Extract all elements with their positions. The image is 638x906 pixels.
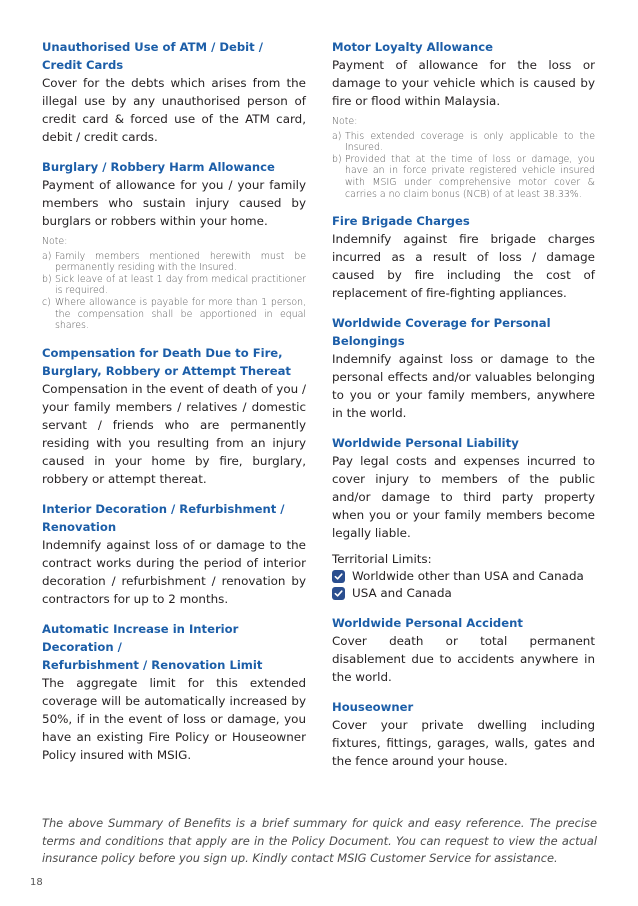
- limit-item: [332, 585, 595, 602]
- section-automatic-increase: [42, 620, 306, 764]
- note-item: [332, 154, 595, 200]
- note-label: a): [332, 130, 342, 142]
- note-item: [42, 274, 306, 297]
- section-heading: Interior Decoration / Refurbishment / Renovation: [42, 501, 285, 534]
- section-body: The aggregate limit for this extended coverage will be automatically increased by 50%, if in the event of loss or damage, you have an existing Fire Policy or Houseowner Policy insured with MSIG.: [42, 675, 306, 762]
- note-block: [42, 236, 306, 332]
- section-body: Cover for the debts which arises from the illegal use by any unauthorised person of credit card & forced use of the ATM card, debit / credit cards.: [42, 76, 306, 144]
- section-heading: Worldwide Personal Accident: [332, 616, 523, 631]
- note-item: [42, 251, 306, 274]
- right-column: [332, 38, 595, 782]
- note-text: Where allowance is payable for more than 1 person, the compensation shall be apportioned in equal shares.: [55, 296, 306, 332]
- section-body: Pay legal costs and expenses incurred to cover injury to members of the public and/or damage to third party property when you or your family members become legally liable.: [332, 454, 595, 541]
- section-worldwide-personal-accident: [332, 614, 595, 686]
- section-heading: Worldwide Coverage for Personal Belongings: [332, 316, 551, 349]
- note-text: Provided that at the time of loss or damage, you have an in force private registered vehicle insured with MSIG under comprehensive motor cover & carries a no claim bonus (NCB) of at least 38.33%.: [345, 153, 595, 200]
- section-worldwide-personal-liability: [332, 434, 595, 602]
- section-body: Indemnify against loss of or damage to the contract works during the period of interior decoration / refurbishment / renovation by contractors for up to 2 months.: [42, 537, 306, 606]
- note-label: c): [42, 296, 51, 308]
- note-text: Family members mentioned herewith must be permanently residing with the Insured.: [55, 250, 306, 274]
- check-icon: [332, 587, 345, 600]
- section-body: Cover your private dwelling including fixtures, fittings, garages, walls, gates and the fence around your house.: [332, 718, 595, 769]
- note-item: [332, 131, 595, 154]
- section-heading: Houseowner: [332, 700, 414, 715]
- section-body: Indemnify against fire brigade charges incurred as a result of loss / damage caused by fire including the cost of replacement of fire-fighting appliances.: [332, 232, 595, 301]
- section-heading: Unauthorised Use of ATM / Debit / Credit Cards: [42, 40, 263, 72]
- note-title: Note:: [332, 116, 358, 127]
- limits-title: Territorial Limits:: [332, 552, 432, 567]
- section-worldwide-personal-belongings: [332, 314, 595, 422]
- section-heading: Motor Loyalty Allowance: [332, 40, 494, 54]
- limit-text: Worldwide other than USA and Canada: [352, 569, 584, 584]
- section-heading: Worldwide Personal Liability: [332, 436, 519, 451]
- section-heading: Compensation for Death Due to Fire, Burglary, Robbery or Attempt Thereat: [42, 345, 291, 378]
- note-text: Sick leave of at least 1 day from medical practitioner is required.: [55, 273, 306, 297]
- section-houseowner: [332, 698, 595, 770]
- note-label: a): [42, 250, 52, 262]
- note-title: Note:: [42, 236, 68, 247]
- section-body: Indemnify against loss or damage to the personal effects and/or valuables belonging to you or your family members, anywhere in the world.: [332, 352, 595, 421]
- section-compensation-for-death: [42, 344, 306, 488]
- section-body: Payment of allowance for the loss or damage to your vehicle which is caused by fire or flood within Malaysia.: [332, 58, 595, 108]
- summary-disclaimer: The above Summary of Benefits is a brief summary for quick and easy reference. The precise terms and conditions that apply are in the Policy Document. You can request to view the actual insurance policy before you sign up. Kindly contact MSIG Customer Service for assistance.: [42, 816, 597, 865]
- section-body: Cover death or total permanent disablement due to accidents anywhere in the world.: [332, 634, 595, 685]
- section-body: Compensation in the event of death of you / your family members / relatives / domestic servant / friends who are permanently residing with you resulting from an injury caused in your home by fire, burglary, robbery or attempt thereat.: [42, 381, 306, 486]
- section-body: Payment of allowance for you / your family members who sustain injury caused by burglars or robbers within your home.: [42, 178, 306, 228]
- check-icon: [332, 570, 345, 583]
- territorial-limits: [332, 550, 595, 602]
- section-unauthorised-use: [42, 38, 306, 146]
- note-item: [42, 297, 306, 332]
- limit-item: [332, 568, 595, 585]
- section-heading: Burglary / Robbery Harm Allowance: [42, 160, 275, 174]
- section-heading: Automatic Increase in Interior Decoration / Refurbishment / Renovation Limit: [42, 621, 263, 672]
- section-heading: Fire Brigade Charges: [332, 214, 470, 229]
- note-block: [332, 116, 595, 200]
- note-label: b): [332, 153, 342, 165]
- section-burglary-harm-allowance: [42, 158, 306, 332]
- left-column: [42, 38, 306, 776]
- limit-text: USA and Canada: [352, 586, 452, 601]
- page-number: 18: [30, 877, 43, 888]
- section-interior-decoration: [42, 500, 306, 608]
- note-text: This extended coverage is only applicable to the Insured.: [345, 130, 595, 154]
- note-label: b): [42, 273, 52, 285]
- section-motor-loyalty-allowance: [332, 38, 595, 200]
- section-fire-brigade-charges: [332, 212, 595, 302]
